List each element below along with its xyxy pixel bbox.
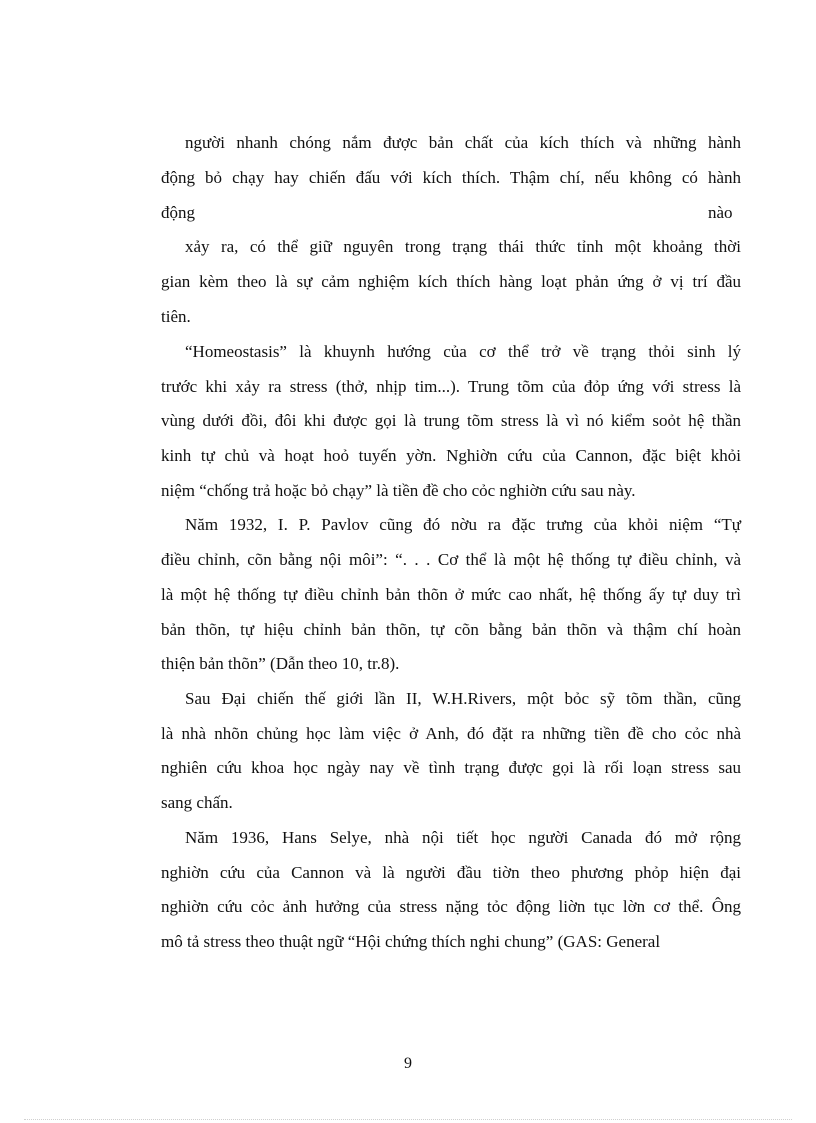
text-line: động (161, 203, 195, 222)
text-line: trước khi xảy ra stress (thở, nhịp tim...). Trung tõm của đỏp ứng với stress là (161, 377, 741, 396)
text-line: thiện bản thõn” (Dẫn theo 10, tr.8). (161, 654, 400, 673)
text-line: là một hệ thống tự điều chỉnh bản thõn ở mức cao nhất, hệ thống ấy tự duy trì (161, 585, 741, 604)
text-line: xảy ra, có thể giữ nguyên trong trạng thái thức tỉnh một khoảng thời (185, 237, 741, 256)
text-line: niệm “chống trả hoặc bỏ chạy” là tiền đề cho cỏc nghiờn cứu sau này. (161, 481, 636, 500)
text-line: động bỏ chạy hay chiến đấu với kích thích. Thậm chí, nếu không có hành (161, 168, 741, 187)
text-line: sang chấn. (161, 793, 233, 812)
text-line: mô tả stress theo thuật ngữ “Hội chứng thích nghi chung” (GAS: General (161, 932, 661, 951)
text-line: kinh tự chủ và hoạt hoỏ tuyến yờn. Nghiờn cứu của Cannon, đặc biệt khỏi (161, 446, 741, 465)
text-line: tiên. (161, 307, 191, 326)
bottom-divider (24, 1119, 792, 1120)
text-line: người nhanh chóng nắm được bản chất của kích thích và những hành (185, 133, 741, 152)
text-line: Sau Đại chiến thế giới lần II, W.H.Rivers, một bỏc sỹ tõm thần, cũng (185, 689, 741, 708)
text-line: nghiên cứu khoa học ngày nay về tình trạng được gọi là rối loạn stress sau (161, 758, 741, 777)
text-line: nghiờn cứu cỏc ảnh hưởng của stress nặng tỏc động liờn tục lờn cơ thể. Ông (161, 897, 741, 916)
text-line: nghiờn cứu của Cannon và là người đầu tiờn theo phương phỏp hiện đại (161, 863, 741, 882)
text-line: là nhà nhõn chủng học làm việc ở Anh, đó đặt ra những tiền đề cho cỏc nhà (161, 724, 741, 743)
text-line: Năm 1936, Hans Selye, nhà nội tiết học người Canada đó mở rộng (185, 828, 741, 847)
page-number: 9 (404, 1055, 412, 1072)
text-line: bản thõn, tự hiệu chỉnh bản thõn, tự cõn bằng bản thõn và thậm chí hoàn (161, 620, 741, 639)
text-line: gian kèm theo là sự cảm nghiệm kích thích hàng loạt phản ứng ở vị trí đầu (161, 272, 741, 291)
text-line: điều chỉnh, cõn bằng nội môi”: “. . . Cơ thể là một hệ thống tự điều chỉnh, và (161, 550, 741, 569)
text-line: nào (708, 203, 733, 222)
text-line: “Homeostasis” là khuynh hướng của cơ thể trở về trạng thỏi sinh lý (185, 342, 741, 361)
text-line: Năm 1932, I. P. Pavlov cũng đó nờu ra đặc trưng của khỏi niệm “Tự (185, 515, 741, 534)
text-line: vùng dưới đồi, đôi khi được gọi là trung tõm stress là vì nó kiểm soỏt hệ thần (161, 411, 741, 430)
